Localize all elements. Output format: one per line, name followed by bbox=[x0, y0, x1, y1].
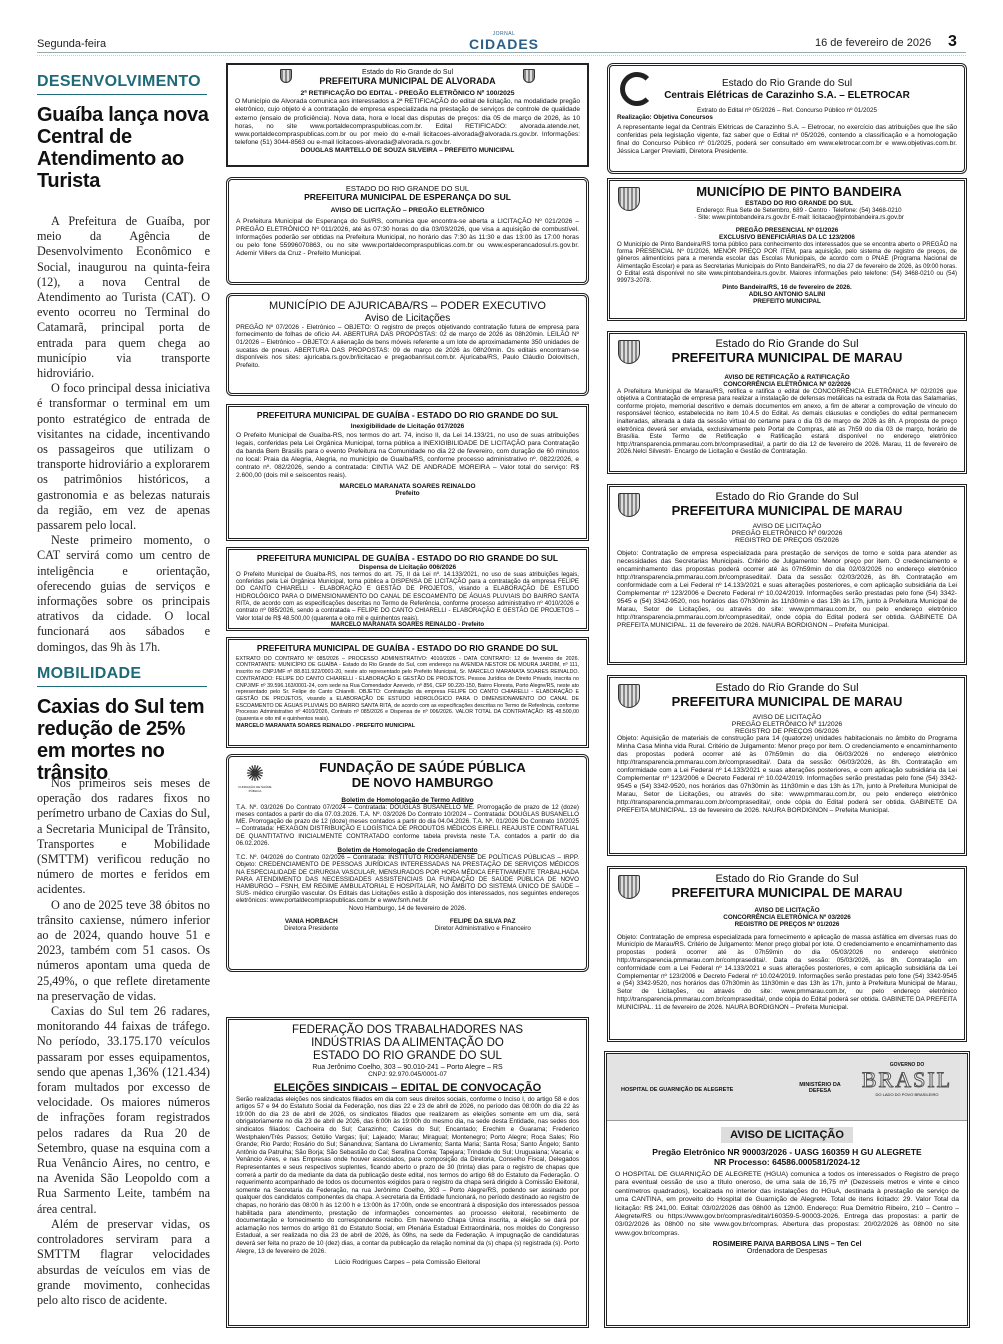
notice-signature: DOUGLAS MARTELLO DE SOUZA SILVEIRA – PREFEITO MUNICIPAL bbox=[300, 146, 515, 154]
notice-guaiba-dispensa bbox=[226, 547, 589, 631]
crest-icon bbox=[618, 493, 640, 517]
notice-subtitle-2: CONCORRÊNCIA ELETRÔNICA Nº 02/2026 bbox=[723, 380, 851, 388]
crest-icon bbox=[618, 684, 640, 708]
notice-text: O Município de Alvorada comunica aos interessados a 2ª RETIFICAÇÃO do edital de licitação, na modalidade pregão eletrônico, cujo objeto é a contratação de empresa especializada na prestação de serviços de controle de qualidade externo (ensaio de proficiência). Nova data, hora e local das disputas de preços: dia 05 de março de 2026, às 10 horas, no site www.portaldecompraspublicas.com.br. Edital RETIFICADO: alvorada.atende.net, www.portaldecompraspublicas.com.br ou por meio do e-mail licitacoes-alvorada@alvorada.rs.gov.br. Informações: telefone (51) 3044-8563 ou e-mail licitacoes-alvorada@alvorada.rs.gov.br. bbox=[235, 98, 580, 146]
notice-signature: ADILSO ANTONIO SALINI bbox=[748, 291, 826, 299]
notice-hospital-alegrete bbox=[604, 1051, 970, 1328]
notice-state: Estado do Rio Grande do Sul bbox=[361, 69, 454, 76]
notice-subtitle-2: PREGÃO ELETRÔNICO Nº 09/2026 bbox=[731, 529, 843, 537]
crest-icon bbox=[523, 69, 535, 83]
ministry-label: MINISTÉRIO DA DEFESA bbox=[799, 1082, 841, 1094]
notice-subtitle: Boletim de Homologação de Termo Aditivo bbox=[341, 796, 474, 804]
notice-alvorada bbox=[226, 63, 589, 167]
article-paragraph: Nos primeiros seis meses de operação dos radares fixos no perímetro urbano de Caxias do Sul, a Secretaria Municipal de Trânsito, Transportes e Mobilidade (SMTTM) verificou redução no número de mortes e feridos em acidentes. bbox=[37, 776, 210, 897]
notice-subtitle-3: REGISTRO DE PREÇOS 05/2026 bbox=[735, 536, 839, 544]
signature-block bbox=[435, 918, 531, 932]
notice-title-line2: INDÚSTRIAS DA ALIMENTAÇÃO DO bbox=[311, 1037, 504, 1050]
notice-subtitle: AVISO DE LICITAÇÃO – PREGÃO ELETRÔNICO bbox=[330, 206, 485, 214]
notice-line-2: NR Processo: 64586.000581/2024-12 bbox=[713, 1157, 861, 1167]
notice-text: A representante legal da Centrais Elétricas de Carazinho S.A. – Eletrocar, no exercício das atribuições que lhe são conferidas pela legislação vigente, faz saber que o Edital nº 05/2026, contendo a classificação e a homologação final do Concurso Público nº 01/2025, poderá ser consultado em www.eletrocar.com.br e www.objetivas.com.br. Jéssica Larger Previatti, Diretora Presidente. bbox=[617, 124, 957, 156]
notice-signature: Lúcio Rodrigues Carpes – pela Comissão Eleitoral bbox=[334, 1259, 481, 1267]
crest-icon bbox=[618, 187, 640, 211]
notice-subtitle-2: Realização: Objetiva Concursos bbox=[617, 114, 713, 121]
notice-address: Endereço: Rua Sete de Setembro, 689 - Centro · Telefone: (54) 3468-0210 bbox=[696, 206, 902, 214]
article-paragraph: A Prefeitura de Guaíba, por meio da Agência de Desenvolvimento Econômico e Social, inaugurou na quinta-feira (12), a nova Central de Atendimento ao Turista (CAT). O evento ocorreu no Terminal do Catamarã, principal porta de entrada para quem chega ao município via transporte hidroviário. bbox=[37, 214, 210, 381]
notice-title: PREFEITURA MUNICIPAL DE MARAU bbox=[671, 502, 903, 518]
notice-text: EXTRATO DO CONTRATO Nº 085/2026 – PROCESSO ADMINISTRATIVO: 4010/2026 - DATA CONTRATO: 12 de fevereiro de 2026. CONTRATANTE: MUNICÍPIO DE GUAÍBA - Estado do Rio Grande do Sul, com endereço na AVENIDA NESTOR DE MOURA JARDIM, nº 111, inscrito no CNPJ/MF nº 88.811.922/0001-20, neste ato representado pelo Prefeito Municipal, Sr. MARCELO MARANATA SOARES REINALDO. CONTRATADO: FELIPE DO CANTO CHIARELLI - ELABORAÇÃO E GESTÃO DE PROJETOS. Pessoa Jurídica de Direito Privado, inscrita no CNPJ/MF nº 39.596.163/0001-24, com sede na Rua Comendador Azevedo, nº 856, CEP 90.220-150, Bairro Floresta, Porto Alegre/RS, neste ato representado pelo Sr. Felipe do Canto Chiarelli. OBJETO: Contratação da empresa FELIPE DO CANTO CHIARELLI - ELABORAÇÃO E GESTÃO DE PROJETOS, visando a ELABORAÇÃO DE ESTUDO HIDROLÓGICO PARA O DIMENSIONAMENTO DO CANAL DE ESCOAMENTO DE ÁGUAS PLUVIAIS DO BAIRRO SANTA RITA, de acordo com as especificações descritas no Termo de Referência, conforme Processo Administrativo nº 4010/2026, Contrato nº 085/2026 e Dispensa de nº 006/2026. VALOR TOTAL DA CONTRATAÇÃO: R$ 48.500,00 (quarenta e oito mil e quinhentos reais). bbox=[236, 655, 579, 723]
notice-state: Estado do Rio Grande do Sul bbox=[715, 682, 859, 694]
notice-site: · Site: www.pintobandeira.rs.gov.br E-mail: licitacao@pintobandeira.rs.gov.br bbox=[694, 213, 904, 221]
notice-text: PREGÃO Nº 07/2026 - Eletrônico – OBJETO: O registro de preços objetivando contratação futura de empresa para fornecimento de folhas de ofício A4. ABERTURA DAS PROPOSTAS: 02 de março de 2026 às 08h20min. LEILÃO Nº 01/2026 – Eletrônico – OBJETO: A alienação de bens móveis referente a um lote de aproximadamente 350 unidades de sucatas de pneus. ABERTURA DAS PROPOSTAS: 09 de março de 2026 às 08h20min. Os editais encontram-se disponíveis nos sites: ajuricaba.rs.gov.br/licitacao e pregaobanrisul.com.br. Ajuricaba/RS, Paulo Cláudio Dolovitsch, Prefeito. bbox=[236, 323, 579, 370]
notice-signature: MARCELO MARANATA SOARES REINALDO bbox=[339, 483, 476, 491]
notice-text: O Prefeito Municipal de Guaíba-RS, nos termos do art. 74, inciso II, da Lei 14.133/21, no uso de suas atribuições legais, conferidas pela Lei Orgânica Municipal, torna pública a INEXIGIBILIDADE DE LICITAÇÃO para Contratação da banda Bem Brasilis para o evento Prefeitura na Comunidade no dia 22 de fevereiro, com duração de 60 minutos no local: Praia da Alegria, Alegria, no município de Guaíba/RS, conforme processo administrativo nº. 0822/2026, e contrato nº. 082/2026, sendo a contratada: CINTIA VAZ DE ANDRADE MOREIRA – Valor total do serviço: R$ 2.600,00 (dois mil e seiscentos reais). bbox=[236, 431, 579, 480]
notice-role: PREFEITO MUNICIPAL bbox=[753, 298, 821, 306]
article-paragraph: O foco principal dessa iniciativa é transformar o terminal em um ponto estratégico de entrada de visitantes na cidade, incentivando os passageiros que utilizam o transporte hidroviário a explorarem os patrimônios históricos, a gastronomia e as belezas naturais da região, em vez de apenas passarem pelo local. bbox=[37, 381, 210, 533]
notice-subtitle: AVISO DE LICITAÇÃO bbox=[752, 713, 822, 721]
section-label-mobilidade: MOBILIDADE bbox=[37, 665, 142, 682]
notice-fundacao-saude bbox=[226, 754, 589, 972]
notice-pinto-bandeira bbox=[607, 178, 967, 321]
signature-name: VANIA HORBACH bbox=[284, 917, 338, 925]
notice-esperanca bbox=[226, 177, 589, 285]
notice-text: O Prefeito Municipal de Guaíba-RS, nos termos do art. 75, II da Lei nº. 14.133/2021, no uso de suas atribuições legais, conferidas pela Lei Orgânica Municipal, torna pública a DISPENSA DE LICITAÇÃO para a contratação da empresa FELIPE DO CANTO CHIARELLI - ELABORAÇÃO E GESTÃO DE PROJETOS, visando a ELABORAÇÃO DE ESTUDO HIDROLÓGICO PARA O DIMENSIONAMENTO DO CANAL DE ESCOAMENTO DE ÁGUAS PLUVIAIS DO BAIRRO SANTA RITA, de acordo com as especificações descritas no Termo de Referência, conforme processo administrativo nº 4010/2026 e contrato nº 085/2026, sendo a contratada – FELIPE DO CANTO CHIARELLI - ELABORAÇÃO E GESTÃO DE PROJETOS – Valor total de R$ 48.500,00 (quarenta e oito mil e quinhentos reais). bbox=[236, 570, 579, 622]
notice-subtitle: AVISO DE LICITAÇÃO bbox=[754, 906, 820, 914]
hospital-label: HOSPITAL DE GUARNIÇÃO DE ALEGRETE bbox=[621, 1087, 734, 1093]
notice-marau-pregao-11 bbox=[607, 675, 967, 856]
notice-subtitle-2: EXCLUSIVO BENEFICIÁRIAS DA LC 123/2006 bbox=[719, 233, 855, 241]
notice-eletrocar bbox=[607, 63, 967, 174]
notice-subtitle: Extrato do Edital nº 05/2026 – Ref. Concurso Público nº 01/2025 bbox=[697, 107, 877, 114]
notice-text: Objeto: Contratação de empresa especializada para fornecimento e aplicação de massa asfáltica em diversas ruas do Município de Marau/RS. Critério de Julgamento: Menor preço global por lote. O credenciamento e encaminhamento das propostas poderá ocorrer até às 07h59min do dia 05/03/2026 no endereço eletrônico http://transparencia.pmmarau.com.br/compraseditai/. Data da sessão: 05/03/2026, às 8h. Contratação em conformidade com a Lei Federal nº 14.133/2021 e suas alterações posteriores, e com aplicação subsidiária da Lei Complementar nº 123/2006 e Decreto Federal nº 10.024/2019. Informações serão prestadas pelo fone (54) 3342-9545 e (54) 3342-9520, nos horários das 07h30min às 11h30min e das 13h às 17h, junto à Prefeitura Municipal de Marau, Setor de Licitações, ou através do site: www.pmmarau.com.br, ou pelo endereço eletrônico http://transparencia.pmmarau.com.br/compraseditai/, onde cópia do Edital poderá ser obtida. GABINETE DA PREFEITA MUNICIPAL. 11 de fevereiro de 2026. NAURA BORDIGNON – Prefeita Municipal. bbox=[617, 933, 957, 1011]
page-number: 3 bbox=[948, 33, 957, 50]
gov-logo-top: GOVERNO DO bbox=[889, 1062, 925, 1068]
notice-state: Estado do Rio Grande do Sul bbox=[715, 491, 859, 503]
notice-state: Estado do Rio Grande do Sul bbox=[721, 78, 853, 89]
gov-banner bbox=[607, 1054, 967, 1121]
article-guaiba bbox=[37, 214, 210, 655]
weekday-label: Segunda-feira bbox=[37, 38, 107, 50]
notice-cnpj: CNPJ: 92.970.045/0001-07 bbox=[368, 1070, 447, 1078]
notice-title: MUNICÍPIO DE PINTO BANDEIRA bbox=[696, 184, 902, 199]
newspaper-masthead bbox=[464, 31, 544, 51]
gov-logo-word: BRASIL bbox=[861, 1067, 953, 1092]
notice-title-line2: DE NOVO HAMBURGO bbox=[351, 774, 494, 790]
notice-text: Objeto: Contratação de empresa especializada para prestação de serviços de torno e solda para atender as necessidades das Secretarias Municipais. Critério de Julgamento: Menor preço por item. O credenciamento e encaminhamento das propostas poderá ocorrer até às 07h59min do dia 02/03/2026 no endereço eletrônico http://transparencia.pmmarau.com.br/compraseditai/. Data da sessão: 02/03/2026, às 8h. Contratação em conformidade com a Lei Federal nº 14.133/2021 e suas alterações posteriores, e com aplicação subsidiária da Lei Complementar nº 123/2006 e Decreto Federal nº 10.024/2019. Informações serão prestadas pelo fone (54) 3342-9545 e (54) 3342-9520, nos horários das 07h30min às 11h30min e das 13h às 17h, junto à Prefeitura Municipal de Marau, Setor de Licitações, ou através do site: www.pmmarau.com.br, ou pelo endereço eletrônico http://transparencia.pmmarau.com.br/compraseditai/, onde cópia do Edital poderá ser obtida. GABINETE DA PREFEITA MUNICIPAL. 11 de fevereiro de 2026. NAURA BORDIGNON – Prefeita Municipal. bbox=[617, 549, 957, 629]
crest-icon bbox=[280, 69, 292, 83]
crest-icon bbox=[618, 875, 640, 899]
headline-guaiba: Guaíba lança nova Central de Atendimento ao Turista bbox=[37, 104, 209, 192]
crest-icon bbox=[618, 340, 640, 364]
notice-state: ESTADO DO RIO GRANDE DO SUL bbox=[345, 184, 470, 193]
notice-state: Estado do Rio Grande do Sul bbox=[715, 873, 859, 885]
notice-subtitle: PREGÃO PRESENCIAL Nº 01/2026 bbox=[735, 226, 839, 234]
notice-subtitle: Dispensa de Licitação 006/2026 bbox=[358, 563, 457, 571]
notice-title: PREFEITURA MUNICIPAL DE GUAÍBA - ESTADO DO RIO GRANDE DO SUL bbox=[256, 553, 559, 563]
notice-title: Centrais Elétricas de Carazinho S.A. – ELETROCAR bbox=[664, 89, 910, 101]
notice-guaiba-extrato bbox=[226, 637, 589, 748]
notice-marau-concorrencia bbox=[607, 866, 967, 1042]
signature-name: FELIPE DA SILVA PAZ bbox=[449, 917, 516, 925]
article-paragraph: Neste primeiro momento, o CAT servirá como um centro de inteligência e orientação, oferecendo guias de serviços e informações sobre os principais atrativos da cidade. O local funcionará aos sábados e domingos, das 9h às 17h. bbox=[37, 533, 210, 654]
gov-logo bbox=[857, 1062, 957, 1097]
notice-text-2: T.C. Nº. 04/2026 do Contrato 02/2026 – Contratada: INSTITUTO RIOGRANDENSE DE POLÍTICAS PÚBLICAS – IRPP. Objeto: CREDENCIAMENTO DE PESSOAS JURÍDICAS INTERESSADAS NA PRESTAÇÃO DE SERVIÇOS MÉDICOS NA ESPECIALIDADE DE CIRURGIA VASCULAR, MENSURADOS POR HORA MÉDICA EFETIVAMENTE TRABALHADA PARA ATENDIMENTO DAS NECESSIDADES ASSISTENCIAIS DA FUNDAÇÃO DE SAÚDE PÚBLICA DE NOVO HAMBURGO – FSNH, EM REGIME AMBULATORIAL E HOSPITALAR, NO ÂMBITO DO SISTEMA ÚNICO DE SAÚDE – SUS- médico cirurgião vascular. Os Editais das Licitações estão à disposição dos interessados, nos seguintes endereços eletrônicos: www.portaldecompraspublicas.com.br e www.fsnh.net.br bbox=[236, 854, 579, 905]
star-icon: ✺ bbox=[245, 761, 265, 786]
notice-subtitle-2: CONCORRÊNCIA ELETRÔNICA Nº 03/2026 bbox=[723, 913, 851, 921]
notice-guaiba-inexigibilidade bbox=[226, 404, 589, 541]
signature-block bbox=[284, 918, 338, 932]
notice-role: Ordenadora de Despesas bbox=[746, 1248, 828, 1256]
notice-title: PREFEITURA MUNICIPAL DE MARAU bbox=[671, 693, 903, 709]
signature-role: Diretor Administrativo e Financeiro bbox=[434, 924, 531, 932]
notice-title: PREFEITURA MUNICIPAL DE GUAÍBA - ESTADO DO RIO GRANDE DO SUL bbox=[256, 643, 559, 653]
notice-title: PREFEITURA MUNICIPAL DE MARAU bbox=[671, 884, 903, 900]
fundacao-logo bbox=[238, 763, 272, 793]
notice-subtitle: 2ª RETIFICAÇÃO DO EDITAL - PREGÃO ELETRÔNICO Nº 100/2025 bbox=[300, 90, 515, 98]
notice-signature: ROSIMEIRE PAIVA BARBOSA LINS – Ten Cel bbox=[712, 1241, 862, 1249]
notice-state: ESTADO DO RIO GRANDE DO SUL bbox=[745, 199, 853, 207]
notice-subtitle: Aviso de Licitações bbox=[364, 312, 451, 324]
gov-logo-tagline: DO LADO DO POVO BRASILEIRO bbox=[875, 1092, 939, 1097]
hospital-body bbox=[607, 1121, 967, 1259]
notice-title: PREFEITURA MUNICIPAL DE GUAÍBA - ESTADO DO RIO GRANDE DO SUL bbox=[256, 410, 559, 420]
masthead-title: CIDADES bbox=[468, 36, 539, 52]
notice-text: T.A. Nº. 03/2026 Do Contrato 07/2024 – Contratada: DOUGLAS BUSANELLO ME. Prorrogação de prazo de 12 (doze) meses contados a partir do dia 07.03.2026. T.A. Nº. 03/2026 Do Contrato 10/2024 – Contratada: DOUGLAS BUSANELLO ME. Prorrogação de prazo de 12 (doze) meses contados a partir do dia 04.04.2026. T.A. Nº. 01/2026 Do Contrato 10/2025 – Contratada: HEXAGON DISTRIBUIÇÃO E LOGÍSTICA DE PRODUTOS MÉDICOS EIRELI. REAJUSTE CONTRATUAL DE QUANTITATIVO INICIALMENTE CONTRATADO conforme tabela prevista neste T.A. contados a partir do dia 06.02.2026. bbox=[236, 803, 579, 847]
section-label-desenvolvimento: DESENVOLVIMENTO bbox=[37, 73, 201, 90]
notice-signature: MARCELO MARANATA SOARES REINALDO - PREFEITO MUNICIPAL bbox=[236, 722, 416, 729]
notice-state: Estado do Rio Grande do Sul bbox=[715, 338, 859, 350]
notice-text: Objeto: Aquisição de materiais de construção para 14 (quatorze) unidades habitacionais no âmbito do Programa Minha Casa Minha vida Rural. Critério de Julgamento: Menor preço por item. O credenciamento e encaminhamento das propostas poderá ocorrer até às 07h59min do dia 06/03/2026 no endereço eletrônico http://transparencia.pmmarau.com.br/compraseditai/. Data da sessão: 06/03/2026, às 8h. Contratação em conformidade com a Lei Federal nº 14.133/2021 e suas alterações posteriores, e com aplicação subsidiária da Lei Complementar nº 123/2006 e Decreto Federal nº 10.024/2019. Informações serão prestadas pelo fone (54) 3342-9545 e (54) 3342-9520, nos horários das 07h30min às 11h30min e das 13h às 17h, junto à Prefeitura Municipal de Marau, Setor de Licitações, ou através do site: www.pmmarau.com.br, ou pelo endereço eletrônico http://transparencia.pmmarau.com.br/compraseditai/, onde cópia do Edital poderá ser obtida. GABINETE DA PREFEITA MUNICIPAL. 13 de fevereiro de 2026. NAURA BORDIGNON – Prefeita Municipal. bbox=[617, 734, 957, 814]
notice-title: FUNDAÇÃO DE SAÚDE PÚBLICA bbox=[319, 760, 526, 775]
notice-subtitle-2: PREGÃO ELETRÔNICO Nº 11/2026 bbox=[731, 720, 843, 728]
section-rule bbox=[37, 686, 207, 687]
notice-address: Rua Jerônimo Coelho, 303 – 90.010-241 – Porto Alegre – RS bbox=[312, 1063, 503, 1071]
notice-text: O Município de Pinto Bandeira/RS torna público para conhecimento dos interessados que se encontra aberto o PREGÃO na forma PRESENCIAL Nº 01/2026, MENOR PREÇO POR ITEM, para aquisição, pelo sistema de registro de preços, de gêneros alimentícios para a merenda escolar das Escolas Municipais, de acordo com o PNAE (Programa Nacional de Alimentação Escolar) e para as Secretarias Municipais do Pinto Bandeira/RS, no dia 27 de fevereiro de 2026, às 09:00 horas. O Edital está disponível no site www.pintobandeira.rs.gov.br. Maiores informações pelo telefone: (54) 3468-0210 ou (54) 99973-2078. bbox=[617, 240, 957, 284]
notice-subtitle: AVISO DE RETIFICAÇÃO & RATIFICAÇÃO bbox=[724, 373, 850, 381]
issue-date: 16 de fevereiro de 2026 bbox=[815, 37, 932, 49]
header-rule bbox=[37, 52, 966, 53]
notice-signature: MARCELO MARANATA SOARES REINALDO - Prefeito bbox=[330, 621, 485, 628]
notice-subtitle-3: REGISTRO DE PREÇOS Nº 01/2026 bbox=[734, 920, 840, 928]
notice-subtitle-3: REGISTRO DE PREÇOS 06/2026 bbox=[735, 727, 839, 735]
notice-date: Novo Hamburgo, 14 de fevereiro de 2026. bbox=[348, 904, 467, 912]
notice-marau-retificacao bbox=[607, 331, 967, 474]
notice-title: PREFEITURA MUNICIPAL DE MARAU bbox=[671, 349, 903, 365]
notice-title: FEDERAÇÃO DOS TRABALHADORES NAS bbox=[291, 1024, 524, 1036]
article-caxias bbox=[37, 776, 210, 1308]
eletrocar-logo-icon bbox=[620, 72, 654, 106]
headline-caxias: Caxias do Sul tem redução de 25% em mortes no trânsito bbox=[37, 696, 205, 784]
article-paragraph: Caxias do Sul tem 26 radares, monitorando 44 faixas de tráfego. No período, 33.175.170 veículos passaram por esses equipamentos, sendo que apenas 1,36% (121.434) foram multados por excesso de velocidade. Os maiores números de infrações foram registrados pelos radares da Rua 20 de Setembro, quase na esquina com a Rua Venâncio Aires, no centro, e na Avenida São Leopoldo com a Rua Sarmento Leite, também na área central. bbox=[37, 1004, 210, 1216]
notice-federacao bbox=[226, 1017, 589, 1328]
signature-role: Diretora Presidente bbox=[284, 924, 339, 932]
notice-date: Pinto Bandeira/RS, 16 de fevereiro de 2026. bbox=[722, 284, 852, 292]
notice-title: PREFEITURA MUNICIPAL DE ESPERANÇA DO SUL bbox=[304, 192, 511, 202]
notice-subtitle: Inexigibilidade de Licitação 017/2026 bbox=[350, 422, 465, 430]
notice-text: A Prefeitura Municipal de Esperança do Sul/RS, comunica que encontra-se aberta a LICITAÇÃO Nº 021/2026 – PREGÃO ELETRÔNICO Nº 011/2026, até às 07:30 horas do dia 03/03/2026, que visa a aquisição de combustível. Informações poderão ser obtidas na Prefeitura Municipal, no horário das 7:30 às 11:30 e das 13:00 às 17:00 horas ou pelo fone 55996070863, ou no site www.portaldecompraspublicas.com.br ou www.esperancadosul.rs.gov.br. Ademir Villers da Cruz - Prefeito Municipal. bbox=[236, 217, 579, 258]
notice-role: Prefeito bbox=[395, 490, 420, 498]
notice-heading: AVISO DE LICITAÇÃO bbox=[721, 1127, 853, 1143]
masthead-small-label: JORNAL bbox=[492, 31, 516, 37]
notice-text: A Prefeitura Municipal de Marau/RS, retifica e ratifica o edital de CONCORRÊNCIA ELETRÔNICA Nº 02/2026 que objetiva a Contratação de empresa para realizar a instalação de defensas metálicas na estrada da Rota das Salamarias, conforme projeto, memorial descritivo e demais documentos em anexo, a fim de alterar a comprovação de vínculo do responsável técnico, estabelecida no item 10.4.5 do Edital. As demais cláusulas e condições do edital permanecem inalteradas, alterada a data da sessão virtual do certame para o dia 03 de março de 2026 às 8h. A proposta de preço eletrônica deverá ser enviada, exclusivamente pelo Portal de Compras, até as 7h59 do dia 03 de março, horário de Brasília. Este Termo de Retificação e Ratificação estará disponível no endereço eletrônico http://transparencia.pmmarau.com.br/compraseditai/, a partir do dia 12 de fevereiro de 2026. Marau, 11 de fevereiro de 2026.Nelci Silvestri- Encargo de Licitação e Gestão de Contratação. bbox=[617, 387, 957, 456]
notice-title: MUNICÍPIO DE AJURICABA/RS – PODER EXECUTIVO bbox=[269, 300, 546, 312]
notice-subtitle-2: Boletim de Homologação de Credenciamento bbox=[337, 847, 478, 855]
signatures bbox=[236, 918, 579, 932]
header-dotted-rule bbox=[37, 55, 966, 56]
notice-subtitle: AVISO DE LICITAÇÃO bbox=[752, 522, 822, 530]
notice-title: PREFEITURA MUNICIPAL DE ALVORADA bbox=[319, 76, 496, 86]
section-rule bbox=[37, 94, 207, 95]
notice-heading: ELEIÇÕES SINDICAIS – EDITAL DE CONVOCAÇÃO bbox=[273, 1081, 542, 1094]
notice-text: Serão realizadas eleições nos sindicatos filiados em dia com seus direitos sociais, conforme o Inciso I, do artigo 58 e dos artigos 57 e 94 do Estatuto Social da Federação, nos dias 22 e 23 de abril de 2026, no período das 08:00h do dia 22 às 19:00h do dia 23 de abril de 2026, os sindicatos filiados que realizarem as eleições somente em um dia, será obrigatoriamente no dia 23 de abril de 2026, das 6:00h às 19:00h do mesmo dia, na sede desta Entidade, nas sedes dos sindicatos filiados: Cachoeira do Sul; Carazinho; Caxias do Sul; Encantado; Erechim e Guarama; Frederico Westphalen/Três Passos; Getúlio Vargas; Ijuí; Lajeado; Marau; Miraguaí; Montenegro; Porto Alegre; Roca Sales; Rio Grande; Rio Pardo; Rosário do Sul; Sananduva; Santana do Livramento; Santa Maria; Santa Rosa; Santo Ângelo; Santo Antônio da Patrulha; São Borja; São Sebastião do Caí; Serafina Corrêa; Tapejara; Trindade do Sul; Uruguaiana; Vacaria; e Venâncio Aires, e nas Empresas onde houver associados, para composição da Diretoria, Conselho Fiscal, Delegados Representantes e seus respectivos suplentes, ficando aberto o prazo de 30 (trinta) dias para o registro de chapas que correrá a partir do da mediante da data da publicação deste edital, nos termos do artigo 68 do Estatuto da Federação. O requerimento acompanhado de todos os documentos exigidos para o registro da chapa será dirigido à Comissão Eleitoral, somente na Secretaria da Federação, na rua Jerônimo Coelho, 303 – Porto Alegre/RS, podendo ser assinado por qualquer dos candidatos componentes da chapa. A secretaria da Entidade funcionará, no período destinado ao registro de chapas, no horário das 08:00 h às 12:00 h e 13:00h às 17:00h, onde se encontrará à disposição dos interessados pessoa habilitada para atendimento, prestação de informações concernentes ao processo eleitoral, recebimento de documentação e fornecimento do correspondente recibo. Em havendo Chapa Única inscrita, a eleição se dará por aclamação nos termos do artigo 81 do Estatuto Social, em Plenária Estadual Extraordinária, nos moldes do Congresso Estadual, a ser realizada no dia 23 de abril de 2026, às 09hs, na sede da Federação. A impugnação de candidaturas deverá ser feita no prazo de 10 (dez) dias, a contar da publicação da relação nominal da (s) chapa (s) registrada (s). Porto Alegre, 13 de fevereiro de 2026. bbox=[236, 1095, 579, 1255]
notice-title-line3: ESTADO DO RIO GRANDE DO SUL bbox=[313, 1050, 502, 1063]
notice-ajuricaba bbox=[226, 293, 589, 396]
article-paragraph: Além de preservar vidas, os controladores serviram para a SMTTM flagrar velocidades absurdas de veículos em vias de grande movimento, conhecidas pelo alto risco de acidente. bbox=[37, 1216, 210, 1307]
notice-marau-pregao-09 bbox=[607, 484, 967, 665]
logo-caption: FUNDAÇÃO DE SAÚDE PÚBLICA bbox=[238, 785, 272, 793]
article-paragraph: O ano de 2025 teve 38 óbitos no trânsito caxiense, número inferior ao de 2024, quando houve 51 e 2023, também com 51 casos. Os números apontam uma queda de 25,49%, o que reflete diretamente na preservação de vidas. bbox=[37, 897, 210, 1003]
notice-text: O HOSPITAL DE GUARNIÇÃO DE ALEGRETE (HGUA) comunica a todos os interessados o Registro de preço para eventual cessão de uso a título oneroso, de uma sala de 16,75 m² (Dezesseis metros e vinte e cinco centímetros quadrados), localizada no interior das instalações do HGuA, destinada à prestação de serviço de uma CANTINA, em proveito do Hospital de Guarnição de Alegrete. Total de itens licitado: 29. Valor Total da licitação: R$ 241,00. Edital: 03/02/2026 das 08h00 às 12h00. Endereço: Rua Demétrio Ribeiro, 210 – Centro – Alegrete/RS ou https://www.gov.br/compras/edital/160359-5-90003-2026. Entrega das propostas: a partir de 03/02/2026 às 08h00 no site www.gov.br/compras. Abertura das propostas: 20/02/2026 às 08h00 no site www.gov.br/compras. bbox=[615, 1171, 959, 1237]
notice-line-1: Pregão Eletrônico NR 90003/2026 - UASG 160359 H GU ALEGRETE bbox=[652, 1147, 922, 1157]
